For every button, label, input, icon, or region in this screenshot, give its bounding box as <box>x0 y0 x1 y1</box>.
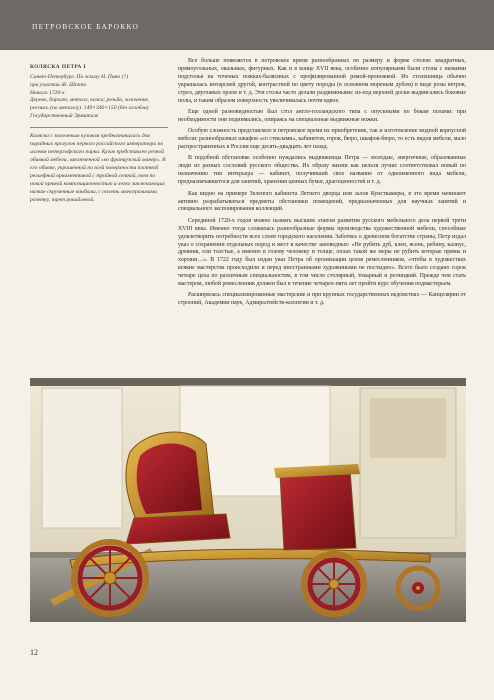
page-number: 12 <box>30 648 38 657</box>
figure-caption <box>30 64 170 205</box>
caption-line: Государственный Эрмитаж <box>30 113 99 120</box>
paragraph: В подобной обстановке особенно нуждались выдвиженцы Петра — молодые, энергичные, образованные люди из разных сословий русского общества. Их образу жизни как нельзя лучше соответствовал новый по назначению тип интерьера — кабинет, получивший свое название от одноименного вида мебели, предназначавшегося для занятий, хранения ценных бумаг, драгоценностей и т. д. <box>178 155 466 186</box>
paragraph: Особую сложность представляло в петровское время их приобретение, так и изготовление модной корпусной мебели: разнообразных шкафов «со стеклами», кабинетов, горок, бюро, шкафов-бюро, то есть видов мебели, мало распространенных в России еще десять-двадцать лет назад. <box>178 128 466 151</box>
paragraph: Расширялась специализированные мастерские и при крупных государственных ведомствах — Канцелярии от строений, Академии наук, Адмиралтейств-коллегии и т. д. <box>178 292 466 307</box>
paragraph: Еще одной разновидностью был стол англо-голландского типа с опускными по бокам полами: при необходимости они поднимались, опираясь на специальные выдвижные ножки. <box>178 108 466 123</box>
carriage-illustration <box>30 378 466 622</box>
paragraph: Как видно на примере Зеленого кабинета Летнего дворца или залов Кунсткамеры, в это время начинают активно разрабатываться предметы обстановки помещений, предназначенных для научных занятий и специального экспонирования коллекций. <box>178 190 466 213</box>
running-head: ПЕТРОВСКОЕ БАРОККО <box>32 22 140 31</box>
paragraph: Все больше появляется в петровское время разнообразных по размеру и форме столов: квадратных, прямоугольных, овальных, фигурных. Как и в конце XVII века, особенно популярными были столы с низкими подстолья на точеных ножках-балясинах с профилированной рамой-проножкой. Их столешница обычно украшалась интарсией другой, контрастной по цвету породы (в основном мореным дубом) в виде розы ветров, стрел, двуглавых орлов и т. д. Эти столы часто делали раздвижными: из-под верхней доски выдвигались боковые полы, и таким образом поверхность увеличивалась почти вдвое. <box>178 58 466 104</box>
caption-line: Начало 1720-х <box>30 89 65 96</box>
caption-line: роспись (по металлу). 149×340×150 (без оглобли) <box>30 105 149 112</box>
paragraph: Серединой 1720-х годов можно назвать высшим этапом развития русского мебельного дела первой трети XVIII века. Именно тогда сложилась разнообразные формы производства художественной мебели, способные удовлетворить потребности всех слоев городского населения. Заботясь о древесном богатстве страны, Петр издал указ о сохранении отдельных пород и мест в качестве заповедных: «Не рубить дуб, клен, ясень, ребину, калиус, древник, ели толстые, а именно в голову человеку и толще, оплах такой же меры не рубить которые прямы и хороши…». В 1722 году был издан указ Петра об организации цехов ремесленников, «чтобы в художествах всякие мастерства происходили и перед иностранными художниками не постыдно». Всего было создано сорок четыре цеха по различным специальностям, в том числе столярный, токарный и резчицкий. Прежде чем стать мастером, любой ремесленник должен был в течение четырех-пяти лет пройти курс обучения подмастерьем. <box>178 217 466 288</box>
caption-note: Коляска с золоченым кузовом предназначалась для парадных прогулок первого российского императора по аллеям петергофского парка. Кузов представлен резной обивкой мебели, заключенной «во французский манер». В его обивке, украшенной по всей поверхности плотной рельефной орнаментикой с тройной сеткой, тем по новой прямой композиционностью и легко заключающих низкие скрученные кандалы, с оплеть монограммами розетку, трет рокайлевой. <box>30 133 166 203</box>
caption-divider <box>30 127 168 128</box>
caption-line: Санкт-Петербург. По эскизу Н. Пино (?) <box>30 73 129 80</box>
caption-line: Дерево, бархат, металл, кожа; резьба, золочение, <box>30 97 150 104</box>
caption-title: КОЛЯСКА ПЕТРА I <box>30 64 86 70</box>
caption-line: при участии Ж. Шоппа <box>30 81 87 88</box>
carriage-photo <box>30 378 466 622</box>
rear-wheel <box>74 542 146 614</box>
body-text <box>178 58 466 312</box>
front-wheel <box>304 554 364 614</box>
